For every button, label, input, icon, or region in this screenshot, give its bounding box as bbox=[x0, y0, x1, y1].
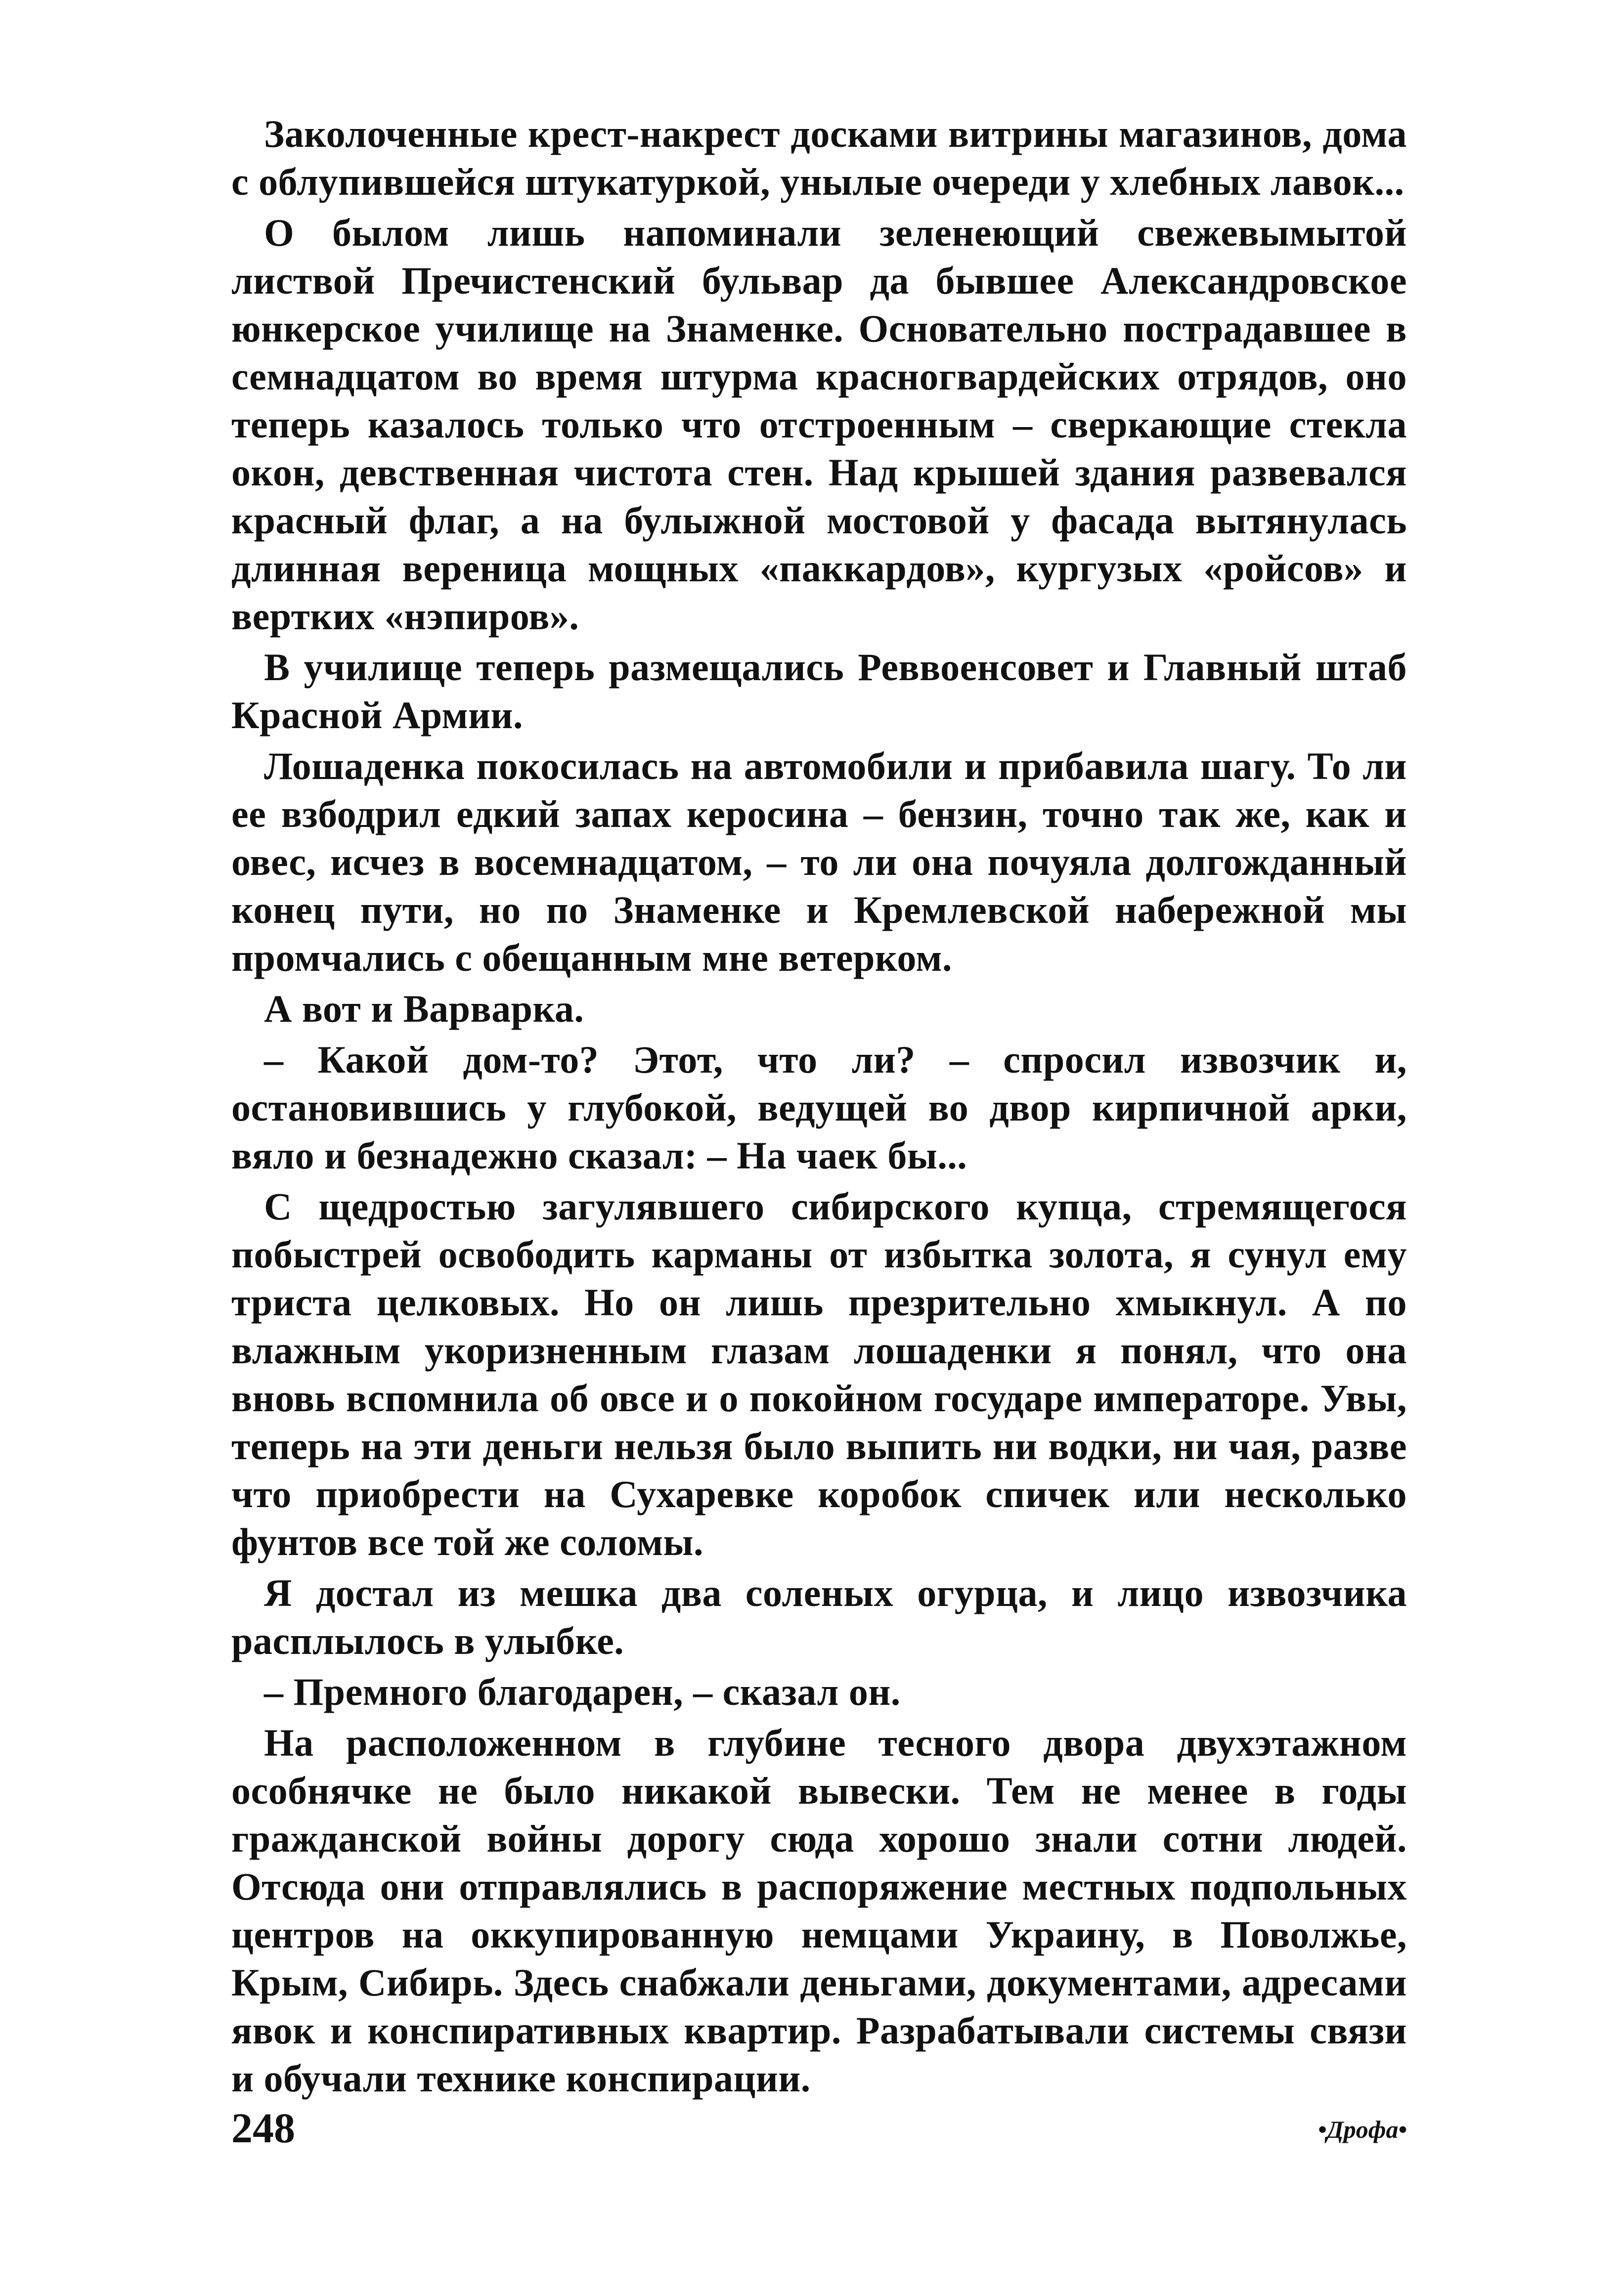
paragraph: На расположенном в глубине тесного двора двухэтажном особнячке не было никакой вывески. Тем не менее в годы гражданской войны дорогу сюда хорошо знали сотни людей. Отсюда они отправлялись в распоряжение местных подпольных центров на оккупированную немцами Украину, в Поволжье, Крым, Сибирь. Здесь снабжали деньгами, документами, адресами явок и конспиративных квартир. Разрабатывали системы связи и обучали технике конспирации. bbox=[231, 1721, 1407, 2100]
paragraph: С щедростью загулявшего сибирского купца, стремящегося побыстрей освободить карманы от избытка золота, я сунул ему триста целковых. Но он лишь презрительно хмыкнул. А по влажным укоризненным глазам лошаденки я понял, что она вновь вспомнила об овсе и о покойном государе императоре. Увы, теперь на эти деньги нельзя было выпить ни водки, ни чая, разве что приобрести на Сухаревке коробок спичек или несколько фунтов все той же соломы. bbox=[231, 1185, 1407, 1563]
paragraph: Лошаденка покосилась на автомобили и прибавила шагу. То ли ее взбодрил едкий запах керосина – бензин, точно так же, как и овес, исчез в восемнадцатом, – то ли она почуяла долгожданный конец пути, но по Знаменке и Кремлевской набережной мы промчались с обещанным мне ветерком. bbox=[231, 744, 1407, 979]
page-footer bbox=[231, 2103, 1407, 2158]
paragraph: А вот и Варварка. bbox=[264, 987, 584, 1030]
paragraph: В училище теперь размещались Реввоенсовет и Главный штаб Красной Армии. bbox=[231, 646, 1407, 736]
body-text bbox=[231, 110, 1407, 2102]
paragraph: Я достал из мешка два соленых огурца, и лицо извозчика расплылось в улыбке. bbox=[231, 1571, 1407, 1662]
page-number: 248 bbox=[231, 2104, 295, 2152]
paragraph: – Премного благодарен, – сказал он. bbox=[264, 1670, 901, 1713]
paragraph: Заколоченные крест-накрест досками витрины магазинов, дома с облупившейся штукатуркой, унылые очереди у хлебных лавок... bbox=[231, 112, 1407, 203]
paragraph: – Какой дом-то? Этот, что ли? – спросил извозчик и, остановившись у глубокой, ведущей во двор кирпичной арки, вяло и безнадежно сказал: – На чаек бы... bbox=[231, 1038, 1407, 1177]
publisher-mark: •Дрофа• bbox=[1318, 2116, 1407, 2143]
paragraph: О былом лишь напоминали зеленеющий свежевымытой листвой Пречистенский бульвар да бывшее Александровское юнкерское училище на Знаменке. Основательно пострадавшее в семнадцатом во время штурма красногвардейских отрядов, оно теперь казалось только что отстроенным – сверкающие стекла окон, девственная чистота стен. Над крышей здания развевался красный флаг, а на булыжной мостовой у фасада вытянулась длинная вереница мощных «паккардов», кургузых «ройсов» и вертких «нэпиров». bbox=[231, 211, 1407, 638]
